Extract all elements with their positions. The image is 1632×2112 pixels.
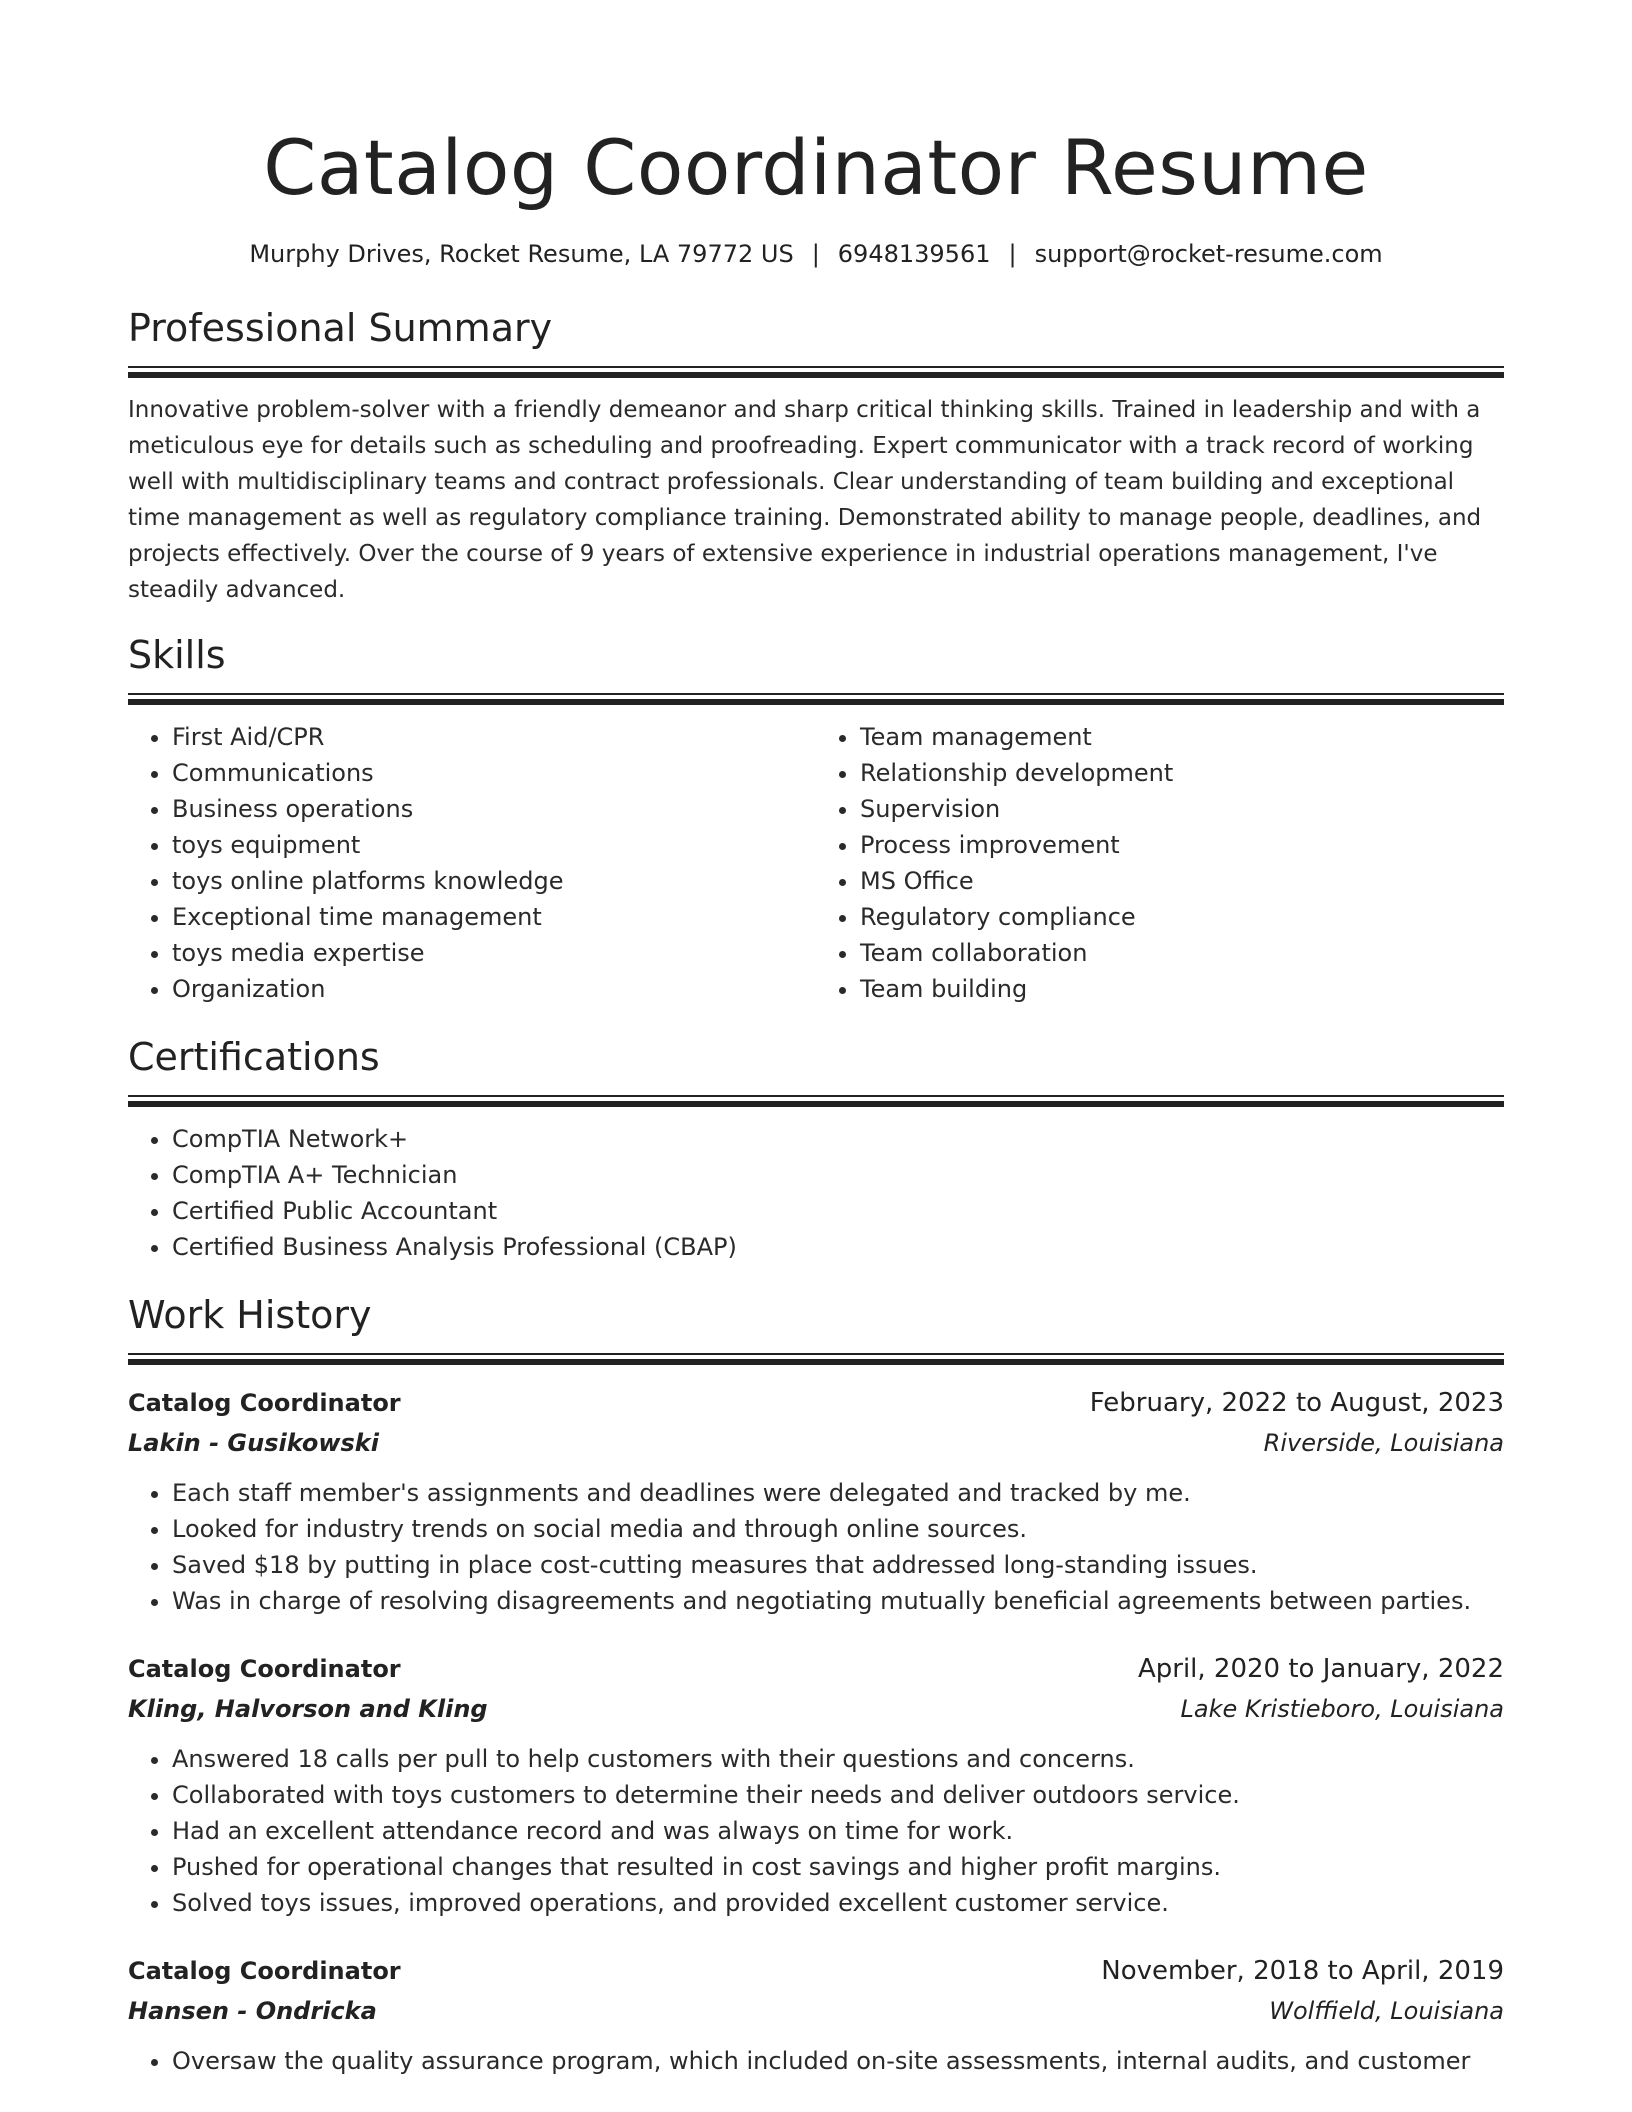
job-company: Hansen - Ondricka (128, 1997, 377, 2025)
certification-item: • CompTIA Network+ (172, 1121, 1504, 1157)
skills-section (128, 631, 1504, 1007)
summary-section (128, 304, 1504, 608)
certification-item: • CompTIA A+ Technician (172, 1157, 1504, 1193)
job-entry (128, 1951, 1504, 2079)
job-title: Catalog Coordinator (128, 1957, 401, 1985)
section-divider (128, 1095, 1504, 1107)
skill-item: • toys media expertise (172, 935, 816, 971)
job-dates: February, 2022 to August, 2023 (1089, 1388, 1504, 1418)
skills-list-right (816, 719, 1504, 1007)
skill-item: • Team building (860, 971, 1504, 1007)
resume-title: Catalog Coordinator Resume (263, 123, 1369, 212)
job-entry (128, 1649, 1504, 1921)
skill-item: • Business operations (172, 791, 816, 827)
section-heading: Certifications (128, 1035, 380, 1079)
job-bullet: • Pushed for operational changes that resulted in cost savings and higher profit margins. (172, 1849, 1504, 1885)
job-bullet: • Looked for industry trends on social media and through online sources. (172, 1511, 1504, 1547)
skill-item: • toys online platforms knowledge (172, 863, 816, 899)
job-bullet: • Had an excellent attendance record and was always on time for work. (172, 1813, 1504, 1849)
section-heading: Work History (128, 1293, 372, 1337)
skill-item: • Communications (172, 755, 816, 791)
job-bullet: • Saved $18 by putting in place cost-cutting measures that addressed long-standing issues. (172, 1547, 1504, 1583)
job-company-row (128, 1689, 1504, 1729)
work-history-section (128, 1291, 1504, 2079)
skill-item: • Team management (860, 719, 1504, 755)
skill-item: • First Aid/CPR (172, 719, 816, 755)
certifications-list (128, 1121, 1504, 1265)
job-dates: November, 2018 to April, 2019 (1101, 1956, 1504, 1986)
contact-separator: | (1008, 240, 1017, 268)
job-bullet: • Each staff member's assignments and deadlines were delegated and tracked by me. (172, 1475, 1504, 1511)
job-company-row (128, 1991, 1504, 2031)
section-heading: Skills (128, 633, 226, 677)
resume-page (128, 0, 1504, 2079)
job-bullet: • Solved toys issues, improved operations, and provided excellent customer service. (172, 1885, 1504, 1921)
certifications-section (128, 1033, 1504, 1265)
job-company: Lakin - Gusikowski (128, 1429, 379, 1457)
certification-item: • Certified Business Analysis Professional (CBAP) (172, 1229, 1504, 1265)
job-bullets (128, 1475, 1504, 1619)
job-location: Wolffield, Louisiana (1269, 1997, 1504, 2025)
job-bullet: • Oversaw the quality assurance program, which included on-site assessments, internal audits, and customer (172, 2043, 1504, 2079)
job-header-row (128, 1951, 1504, 1991)
section-divider (128, 1353, 1504, 1365)
skill-item: • MS Office (860, 863, 1504, 899)
skill-item: • Regulatory compliance (860, 899, 1504, 935)
contact-email: support@rocket-resume.com (1034, 240, 1383, 268)
skills-list-left (128, 719, 816, 1007)
job-company: Kling, Halvorson and Kling (128, 1695, 488, 1723)
job-company-row (128, 1423, 1504, 1463)
skill-item: • Relationship development (860, 755, 1504, 791)
job-header-row (128, 1383, 1504, 1423)
contact-line (128, 238, 1504, 270)
section-divider (128, 693, 1504, 705)
section-heading: Professional Summary (128, 306, 553, 350)
job-bullet: • Collaborated with toys customers to determine their needs and deliver outdoors service. (172, 1777, 1504, 1813)
skill-item: • Organization (172, 971, 816, 1007)
job-dates: April, 2020 to January, 2022 (1137, 1654, 1504, 1684)
certification-item: • Certified Public Accountant (172, 1193, 1504, 1229)
skills-columns (128, 705, 1504, 1007)
job-title: Catalog Coordinator (128, 1655, 401, 1683)
contact-separator: | (811, 240, 820, 268)
job-location: Lake Kristieboro, Louisiana (1180, 1695, 1504, 1723)
job-bullets (128, 2043, 1504, 2079)
job-bullet: • Was in charge of resolving disagreements and negotiating mutually beneficial agreements between parties. (172, 1583, 1504, 1619)
skill-item: • Process improvement (860, 827, 1504, 863)
section-divider (128, 366, 1504, 378)
skill-item: • Team collaboration (860, 935, 1504, 971)
contact-phone: 6948139561 (837, 240, 991, 268)
job-header-row (128, 1649, 1504, 1689)
summary-text: Innovative problem-solver with a friendly demeanor and sharp critical thinking skills. Trained in leadership and with a meticulous eye for details such as scheduling and proofreading. Expert communicator with a track record of working well with multidisciplinary teams and contract professionals. Clear understanding of team building and exceptional time management as well as regulatory compliance training. Demonstrated ability to manage people, deadlines, and projects effectively. Over the course of 9 years of extensive experience in industrial operations management, I've steadily advanced. (128, 397, 1482, 603)
job-bullets (128, 1741, 1504, 1921)
skill-item: • toys equipment (172, 827, 816, 863)
job-entry (128, 1383, 1504, 1619)
contact-address: Murphy Drives, Rocket Resume, LA 79772 US (249, 240, 794, 268)
skill-item: • Supervision (860, 791, 1504, 827)
job-bullet: • Answered 18 calls per pull to help customers with their questions and concerns. (172, 1741, 1504, 1777)
job-title: Catalog Coordinator (128, 1389, 401, 1417)
skill-item: • Exceptional time management (172, 899, 816, 935)
job-location: Riverside, Louisiana (1263, 1429, 1504, 1457)
